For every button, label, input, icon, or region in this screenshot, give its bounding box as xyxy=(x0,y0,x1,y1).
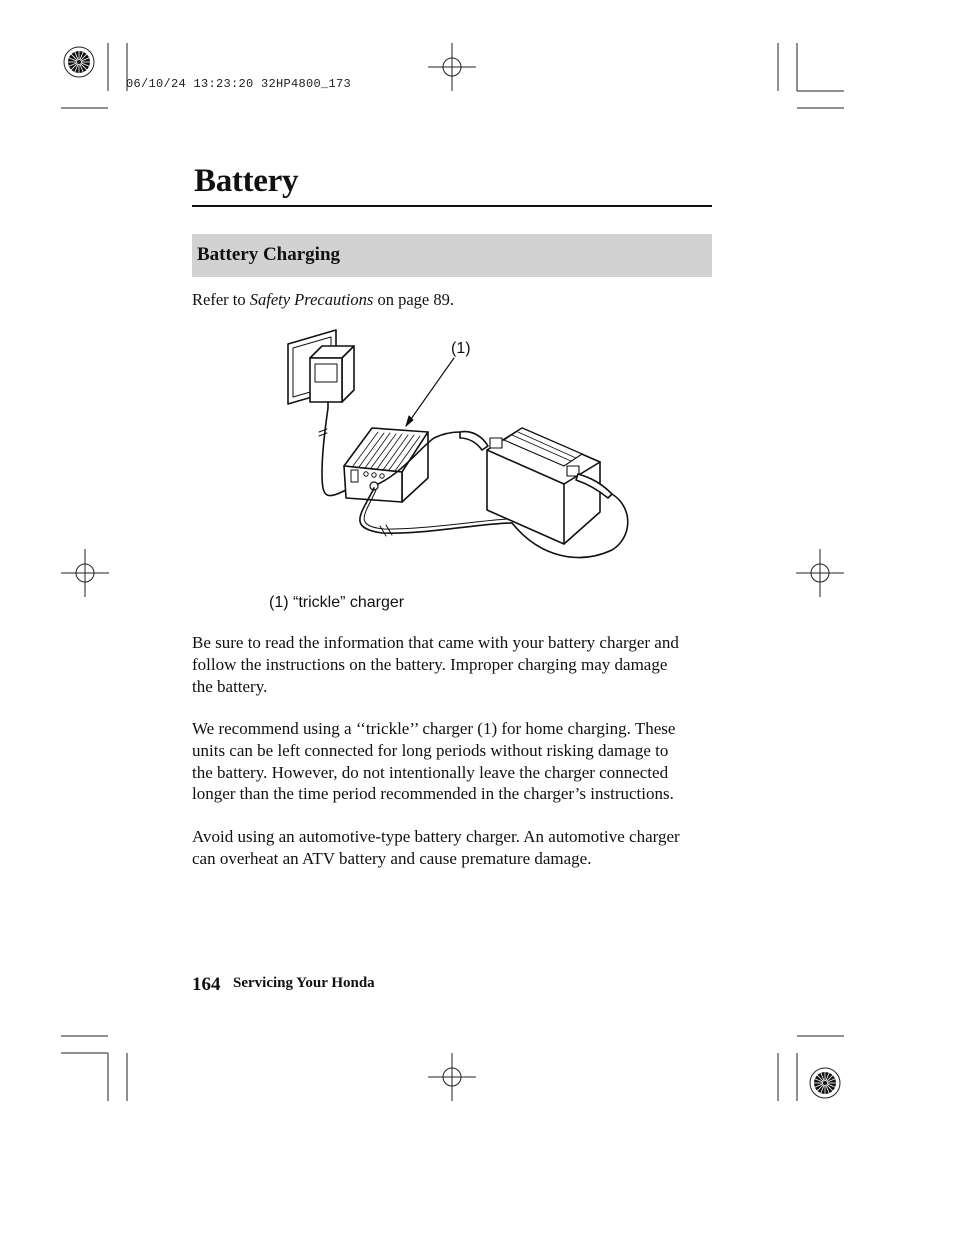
refer-suffix: on page 89. xyxy=(373,290,454,309)
paragraph-line: longer than the time period recommended in the charger’s instructions. xyxy=(192,784,674,804)
title-rule xyxy=(192,205,712,207)
refer-link-text: Safety Precautions xyxy=(249,290,374,309)
paragraph-line: We recommend using a ‘‘trickle’’ charger (1) for home charging. These xyxy=(192,719,676,738)
footer-section-title: Servicing Your Honda xyxy=(233,975,375,991)
trickle-charger-illustration xyxy=(282,328,642,568)
page-title: Battery xyxy=(194,163,299,199)
paragraph-trickle-charger xyxy=(192,718,732,805)
safety-reference xyxy=(192,290,454,310)
paragraph-automotive-warning xyxy=(192,826,732,870)
paragraph-line: can overheat an ATV battery and cause premature damage. xyxy=(192,848,592,868)
paragraph-read-instructions xyxy=(192,632,732,697)
paragraph-line: Be sure to read the information that came with your battery charger and xyxy=(192,633,679,652)
paragraph-line: follow the instructions on the battery. Improper charging may damage xyxy=(192,654,668,674)
figure-caption: (1) “trickle” charger xyxy=(269,594,405,611)
figure-callout-1: (1) xyxy=(451,340,471,357)
paragraph-line: the battery. However, do not intentionally leave the charger connected xyxy=(192,762,669,782)
paragraph-line: the battery. xyxy=(192,676,268,696)
section-heading: Battery Charging xyxy=(197,244,341,265)
page-number: 164 xyxy=(192,974,221,995)
paragraph-line: units can be left connected for long periods without risking damage to xyxy=(192,740,669,760)
print-stamp: 06/10/24 13:23:20 32HP4800_173 xyxy=(126,77,352,91)
refer-prefix: Refer to xyxy=(192,290,250,309)
paragraph-line: Avoid using an automotive-type battery charger. An automotive charger xyxy=(192,827,680,846)
